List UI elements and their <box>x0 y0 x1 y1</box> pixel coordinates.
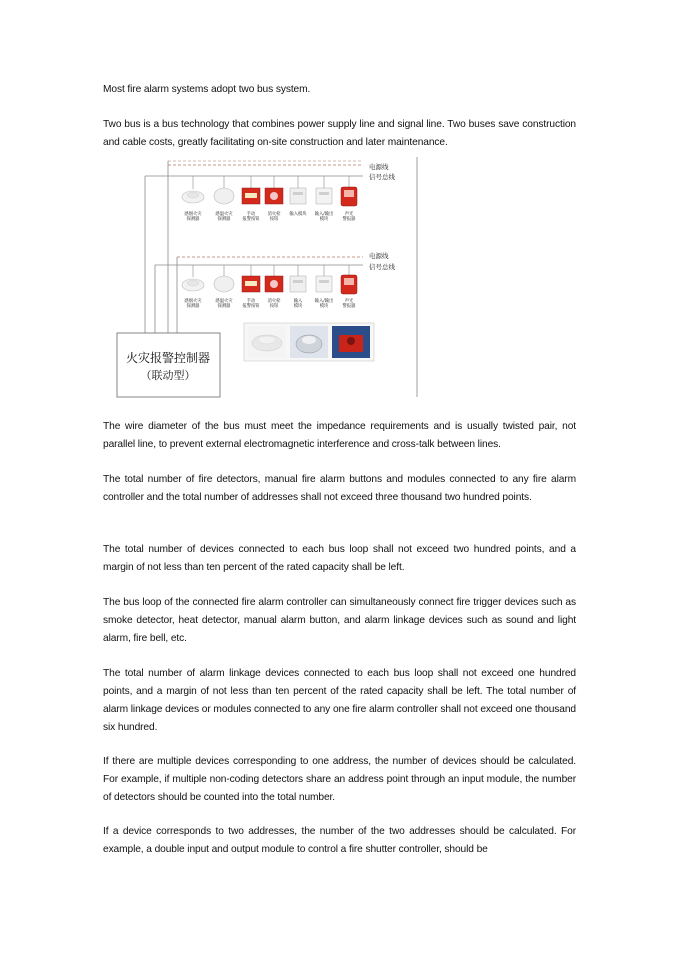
device-labels-row-2 <box>184 297 356 309</box>
row2-label-4a: 消火栓 <box>267 299 281 304</box>
controller-label-line2: （联动型） <box>140 369 196 382</box>
row1-label-3a: 手动 <box>246 212 256 217</box>
device-row-1 <box>182 176 357 206</box>
row2-label-3a: 手动 <box>246 299 256 304</box>
row1-label-4b: 按钮 <box>269 217 279 222</box>
row1-label-1b: 探测器 <box>186 217 200 222</box>
row2-label-6b: 模块 <box>319 304 329 309</box>
device-row-2 <box>182 265 357 294</box>
controller-label-line1: 火灾报警控制器 <box>125 351 211 365</box>
row1-label-7b: 警报器 <box>342 217 356 222</box>
row1-label-1a: 感烟火灾 <box>184 212 202 217</box>
signal-bus-label-2: 信号总线 <box>369 263 395 271</box>
row2-label-1a: 感烟火灾 <box>184 299 202 304</box>
io-module-icon <box>316 276 332 292</box>
device-labels-row-1 <box>184 210 356 222</box>
row1-label-2b: 探测器 <box>217 217 231 222</box>
bus-wiring-diagram <box>111 157 419 399</box>
row2-label-2b: 探测器 <box>217 304 231 309</box>
input-module-icon <box>290 276 306 292</box>
device-photos-panel <box>244 323 374 361</box>
paragraph-9: If a device corresponds to two addresses, the number of the two addresses should be calculated. For example, a double input and output module to control a fire shutter controller, should be <box>103 826 576 855</box>
row2-label-7b: 警报器 <box>342 304 356 309</box>
paragraph-2: Two bus is a bus technology that combines power supply line and signal line. Two buses save construction and cable costs, greatly facilitating on-site construction and later maintenance. <box>103 119 576 148</box>
heat-detector-icon <box>214 276 234 292</box>
row2-label-7a: 声光 <box>344 299 354 304</box>
paragraph-7: The total number of alarm linkage devices connected to each bus loop shall not exceed one hundred points, and a margin of not less than ten percent of the rated capacity shall be left. The total number of alarm linkage devices or modules connected to any one fire alarm controller shall not exceed one thousand six hundred. <box>103 668 576 733</box>
row2-label-2a: 感温火灾 <box>215 299 233 304</box>
paragraph-8: If there are multiple devices corresponding to one address, the number of devices should be calculated. For example, if multiple non-coding detectors share an address point through an input module, the number of detectors should be counted into the total number. <box>103 756 576 803</box>
fire-alarm-controller-box <box>117 333 220 397</box>
row1-label-4a: 消火栓 <box>267 212 281 217</box>
power-line-label-2: 电源线 <box>369 252 389 260</box>
row1-label-7a: 声光 <box>344 212 354 217</box>
row2-label-6a: 输入/输出 <box>314 299 334 304</box>
signal-bus-label-1: 信号总线 <box>369 173 395 181</box>
input-module-icon <box>290 188 306 204</box>
paragraph-3: The wire diameter of the bus must meet the impedance requirements and is usually twisted pair, not parallel line, to prevent external electromagnetic interference and cross-talk between lines. <box>103 421 576 450</box>
row2-label-5b: 模块 <box>293 304 303 309</box>
paragraph-4: The total number of fire detectors, manual fire alarm buttons and modules connected to any fire alarm controller and the total number of addresses shall not exceed three thousand two hundred points. <box>103 474 576 503</box>
paragraph-6: The bus loop of the connected fire alarm controller can simultaneously connect fire trigger devices such as smoke detector, heat detector, manual alarm button, and alarm linkage devices such as sound and light alarm, fire bell, etc. <box>103 597 576 644</box>
row1-label-2a: 感温火灾 <box>215 212 233 217</box>
row2-label-1b: 探测器 <box>186 304 200 309</box>
io-module-icon <box>316 188 332 204</box>
paragraph-1: Most fire alarm systems adopt two bus system. <box>103 84 311 95</box>
heat-detector-icon <box>214 188 234 204</box>
row1-label-6b: 模块 <box>319 217 329 222</box>
row2-label-5a: 输入 <box>293 299 303 304</box>
paragraph-5: The total number of devices connected to each bus loop shall not exceed two hundred points, and a margin of not less than ten percent of the rated capacity shall be left. <box>103 544 576 573</box>
row2-label-3b: 报警按钮 <box>242 304 260 309</box>
row1-label-5a: 输入模块 <box>289 212 307 217</box>
row2-label-4b: 按钮 <box>269 304 279 309</box>
row1-label-6a: 输入/输出 <box>314 212 334 217</box>
power-line-label-1: 电源线 <box>369 163 389 171</box>
row1-label-3b: 报警按钮 <box>242 217 260 222</box>
